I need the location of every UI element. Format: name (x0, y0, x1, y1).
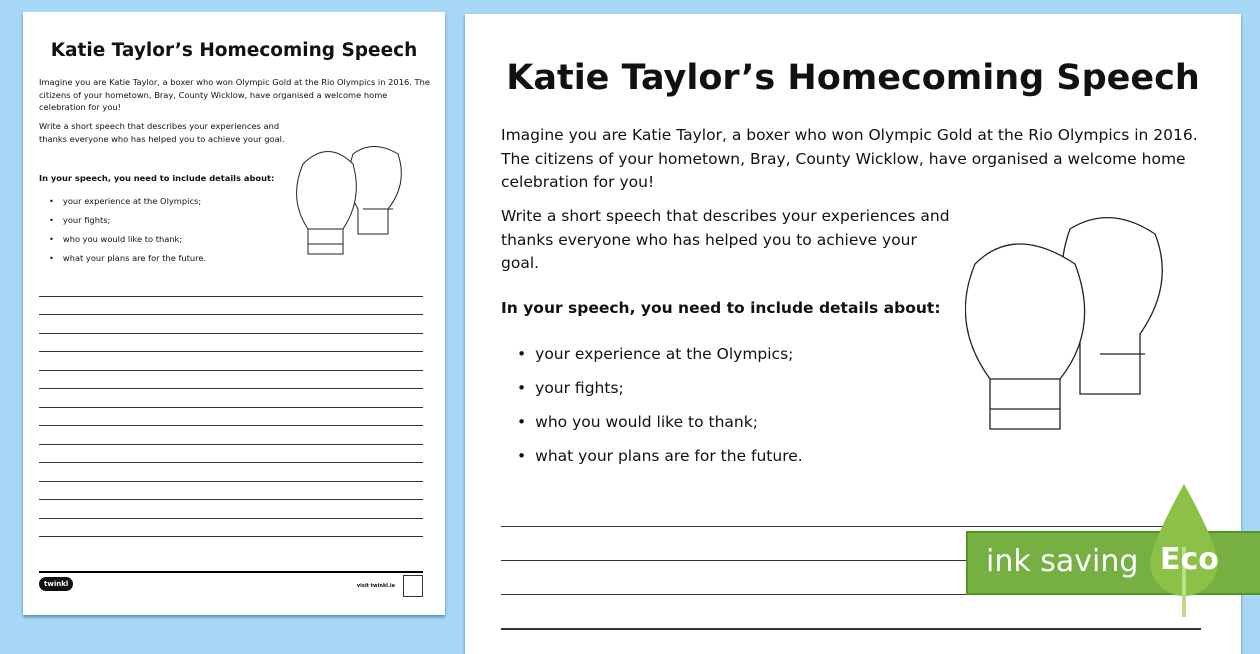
bullet-list (517, 337, 803, 473)
task-text: Write a short speech that describes your experiences and thanks everyone who has helped you to achieve your goal. (501, 207, 950, 272)
intro-text: Imagine you are Katie Taylor, a boxer who won Olympic Gold at the Rio Olympics in 2016. The citizens of your hometown, Bray, County Wicklow, have organised a welcome home celebration for you! (501, 126, 1198, 191)
details-heading: In your speech, you need to include details about: (501, 299, 941, 317)
details-heading: In your speech, you need to include details about: (39, 173, 275, 183)
boxing-gloves-icon (293, 134, 413, 274)
bullet-item: • your experience at the Olympics; (517, 337, 803, 371)
ink-saving-label: ink saving (986, 544, 1139, 579)
bullet-item: • who you would like to thank; (49, 230, 206, 249)
eco-label: Eco (1160, 542, 1219, 577)
task-text: Write a short speech that describes your experiences and thanks everyone who has helped you to achieve your goal. (39, 121, 285, 144)
boxing-gloves-icon (965, 214, 1170, 464)
quality-badge-icon (403, 575, 423, 597)
bullet-item: • what your plans are for the future. (49, 249, 206, 268)
bullet-item: • your fights; (49, 211, 206, 230)
page-title: Katie Taylor’s Homecoming Speech (506, 58, 1200, 98)
twinkl-logo: twinkl (39, 577, 73, 591)
worksheet-preview-small (23, 12, 445, 615)
footer-divider (39, 571, 423, 573)
intro-text: Imagine you are Katie Taylor, a boxer who won Olympic Gold at the Rio Olympics in 2016. The citizens of your hometown, Bray, County Wicklow, have organised a welcome home celebration for you! (39, 77, 430, 112)
page-title: Katie Taylor’s Homecoming Speech (50, 40, 418, 61)
bullet-item: • your experience at the Olympics; (49, 192, 206, 211)
bullet-list (49, 192, 206, 268)
bullet-item: • your fights; (517, 371, 803, 405)
visit-text: visit twinkl.ie (356, 583, 395, 589)
bullet-item: • who you would like to thank; (517, 405, 803, 439)
bullet-item: • what your plans are for the future. (517, 439, 803, 473)
